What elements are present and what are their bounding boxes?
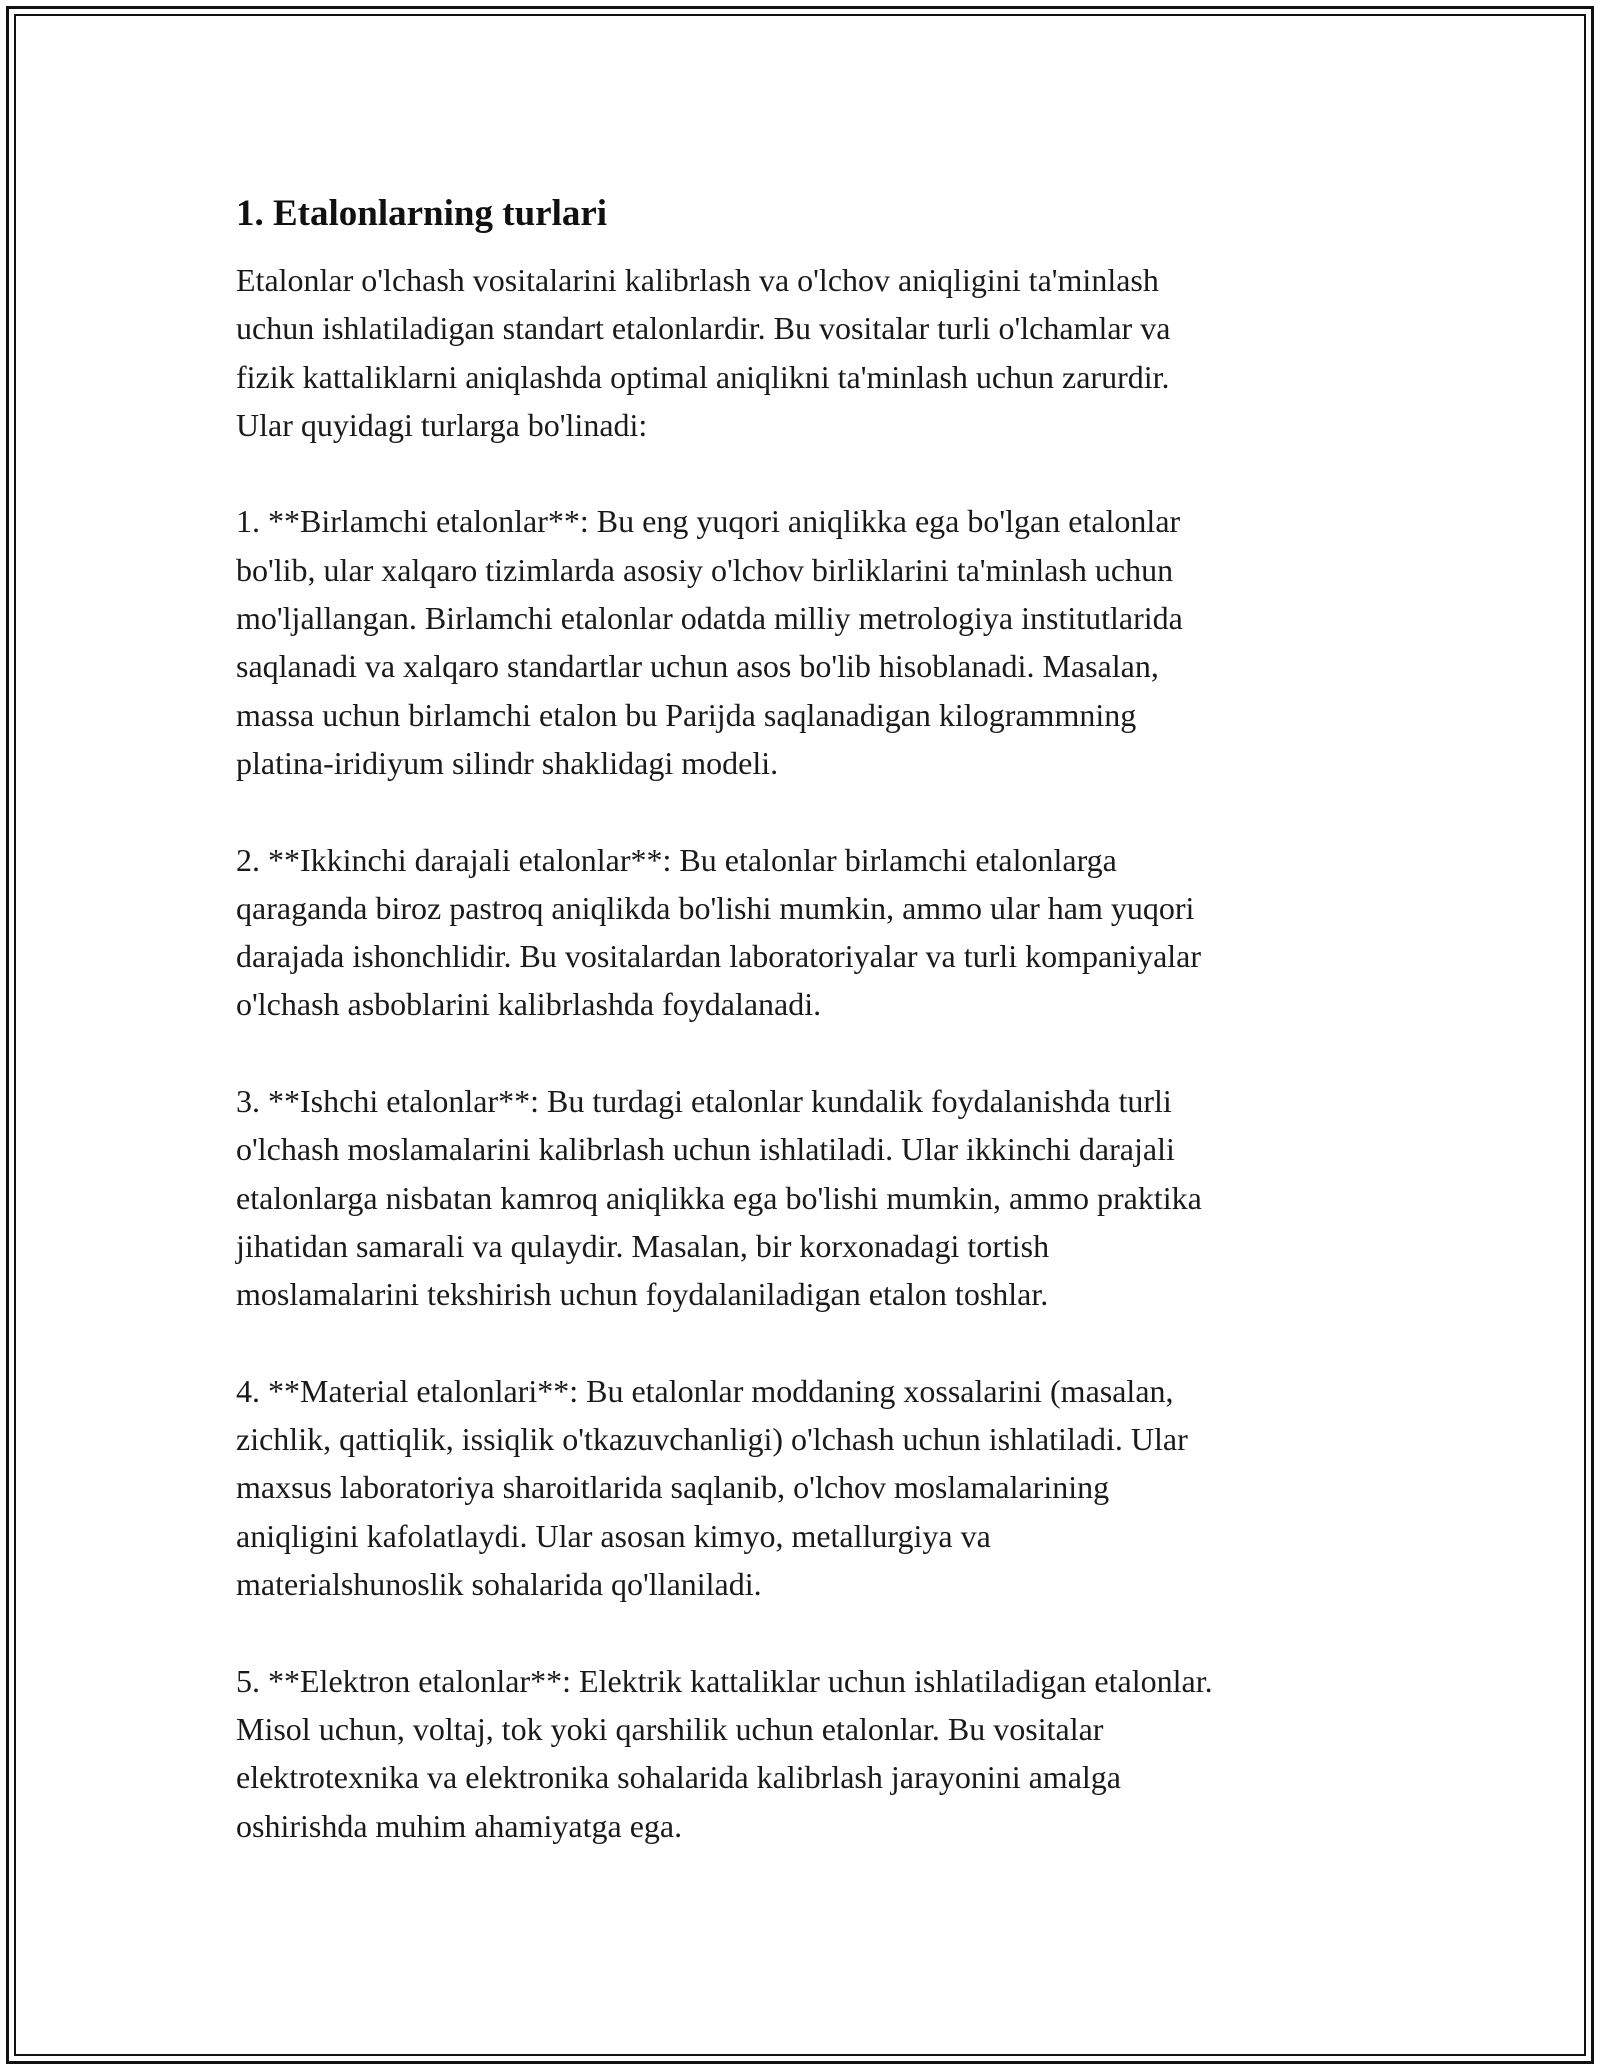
intro-paragraph: Etalonlar o'lchash vositalarini kalibrlash va o'lchov aniqligini ta'minlash uchun ishlatiladigan standart etalonlardir. Bu vositalar turli o'lchamlar va fizik kattaliklarni aniqlashda optimal aniqlikni ta'minlash uchun zarurdir. Ular quyidagi turlarga bo'linadi:: [236, 262, 1171, 443]
paragraph-material-standards: 4. **Material etalonlari**: Bu etalonlar moddaning xossalarini (masalan, zichlik, qattiqlik, issiqlik o'tkazuvchanligi) o'lchash uchun ishlatiladi. Ular maxsus laboratoriya sharoitlarida saqlanib, o'lchov moslamalarining aniqligini kafolatlaydi. Ular asosan kimyo, metallurgiya va materialshunoslik sohalarida qo'llaniladi.: [236, 1372, 1188, 1603]
document-body: [236, 184, 1386, 1898]
paragraph-secondary-standards: 2. **Ikkinchi darajali etalonlar**: Bu etalonlar birlamchi etalonlarga qaraganda biroz pastroq aniqlikda bo'lishi mumkin, ammo ular ham yuqori darajada ishonchlidir. Bu vositalardan laboratoriyalar va turli kompaniyalar o'lchash asboblarini kalibrlashda foydalanadi.: [236, 841, 1202, 1023]
paragraph-primary-standards: 1. **Birlamchi etalonlar**: Bu eng yuqori aniqlikka ega bo'lgan etalonlar bo'lib, ular xalqaro tizimlarda asosiy o'lchov birliklarini ta'minlash uchun mo'ljallangan. Birlamchi etalonlar odatda milliy metrologiya institutlarida saqlanadi va xalqaro standartlar uchun asos bo'lib hisoblanadi. Masalan, massa uchun birlamchi etalon bu Parijda saqlanadigan kilogrammning platina-iridiyum silindr shaklidagi modeli.: [236, 503, 1183, 781]
paragraph-electronic-standards: 5. **Elektron etalonlar**: Elektrik kattaliklar uchun ishlatiladigan etalonlar. Misol uchun, voltaj, tok yoki qarshilik uchun etalonlar. Bu vositalar elektrotexnika va elektronika sohalarida kalibrlash jarayonini amalga oshirishda muhim ahamiyatga ega.: [236, 1662, 1213, 1844]
paragraph-working-standards: 3. **Ishchi etalonlar**: Bu turdagi etalonlar kundalik foydalanishda turli o'lchash moslamalarini kalibrlash uchun ishlatiladi. Ular ikkinchi darajali etalonlarga nisbatan kamroq aniqlikka ega bo'lishi mumkin, ammo praktika jihatidan samarali va qulaydir. Masalan, bir korxonadagi tortish moslamalarini tekshirish uchun foydalaniladigan etalon toshlar.: [236, 1083, 1202, 1313]
section-heading: 1. Etalonlarning turlari: [236, 193, 608, 234]
